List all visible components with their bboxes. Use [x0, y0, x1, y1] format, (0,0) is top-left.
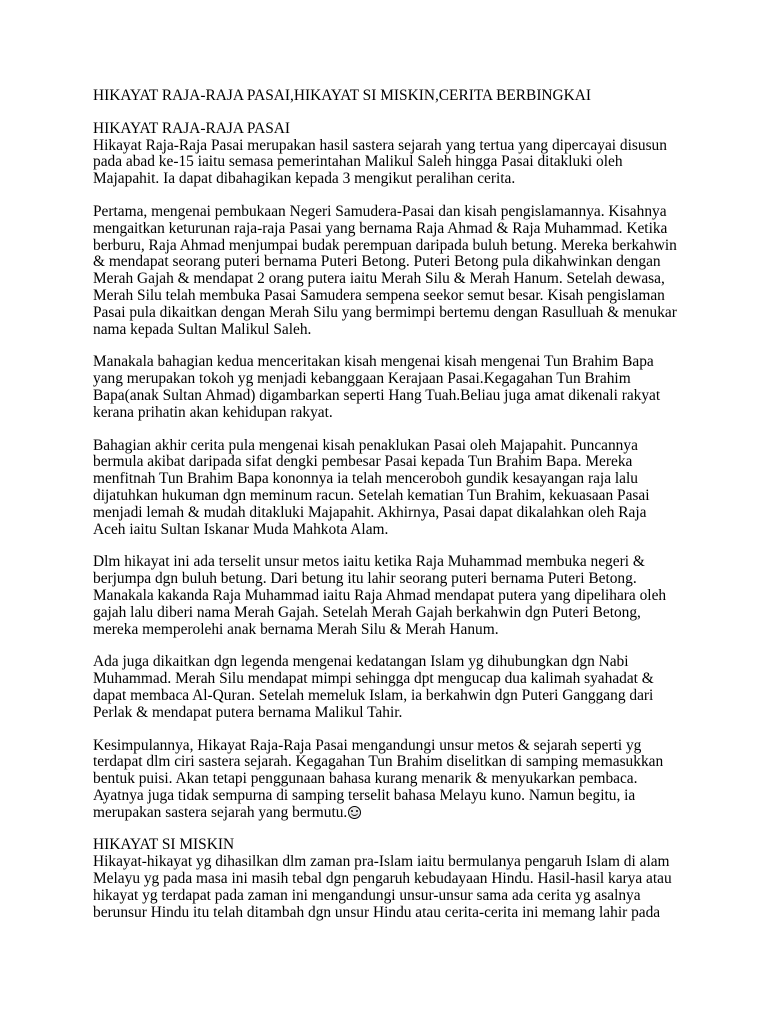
- paragraph: Pertama, mengenai pembukaan Negeri Samudera-Pasai dan kisah pengislamannya. Kisahnya mengaitkan keturunan raja-raja Pasai yang bernama Raja Ahmad & Raja Muhammad. Ketika berburu, Raja Ahmad menjumpai budak perempuan daripada buluh betung. Mereka berkahwin & mendapat seorang puteri bernama Puteri Betong. Puteri Betong pula dikahwinkan dengan Merah Gajah & mendapat 2 orang putera iaitu Merah Silu & Merah Hanum. Setelah dewasa, Merah Silu telah membuka Pasai Samudera sempena seekor semut besar. Kisah pengislaman Pasai pula dikaitkan dengan Merah Silu yang bermimpi bertemu dengan Rasulluah & menukar nama kepada Sultan Malikul Saleh.: [93, 202, 677, 338]
- document-title: HIKAYAT RAJA-RAJA PASAI,HIKAYAT SI MISKIN,CERITA BERBINGKAI: [93, 87, 592, 104]
- section-heading: HIKAYAT SI MISKIN: [93, 836, 235, 854]
- paragraph: Hikayat-hikayat yg dihasilkan dlm zaman pra-Islam iaitu bermulanya pengaruh Islam di alam Melayu yg pada masa ini masih tebal dgn pengaruh kebudayaan Hindu. Hasil-hasil karya atau hikayat yg terdapat pada zaman ini mengandungi unsur-unsur sama ada cerita yg asalnya berunsur Hindu itu telah ditambah dgn unsur Hindu atau cerita-cerita ini memang lahir pada: [93, 853, 672, 921]
- section-heading: HIKAYAT RAJA-RAJA PASAI: [93, 119, 290, 137]
- paragraph: Bahagian akhir cerita pula mengenai kisah penaklukan Pasai oleh Majapahit. Puncannya bermula akibat daripada sifat dengki pembesar Pasai kepada Tun Brahim Bapa. Mereka menfitnah Tun Brahim Bapa kononnya ia telah menceroboh gundik kesayangan raja lalu dijatuhkan hukuman dgn meminum racun. Setelah kematian Tun Brahim, kekuasaan Pasai menjadi lemah & mudah ditakluki Majapahit. Akhirnya, Pasai dapat dikalahkan oleh Raja Aceh iaitu Sultan Iskanar Muda Mahkota Alam.: [93, 436, 650, 538]
- section-hikayat-si-miskin: [93, 837, 678, 921]
- paragraph: Manakala bahagian kedua menceritakan kisah mengenai kisah mengenai Tun Brahim Bapa yang merupakan tokoh yg menjadi kebanggaan Kerajaan Pasai.Kegagahan Tun Brahim Bapa(anak Sultan Ahmad) digambarkan seperti Hang Tuah.Beliau juga amat dikenali rakyat kerana prihatin akan kehidupan rakyat.: [93, 353, 661, 421]
- paragraph: Ada juga dikaitkan dgn legenda mengenai kedatangan Islam yg dihubungkan dgn Nabi Muhammad. Merah Silu mendapat mimpi sehingga dpt mengucap dua kalimah syahadat & dapat membaca Al-Quran. Setelah memeluk Islam, ia berkahwin dgn Puteri Ganggang dari Perlak & mendapat putera bernama Malikul Tahir.: [93, 653, 654, 721]
- paragraph: [93, 738, 678, 822]
- paragraph: Hikayat Raja-Raja Pasai merupakan hasil sastera sejarah yang tertua yang dipercayai disusun pada abad ke-15 iaitu semasa pemerintahan Malikul Saleh hingga Pasai ditakluki oleh Majapahit. Ia dapat dibahagikan kepada 3 mengikut peralihan cerita.: [93, 136, 667, 188]
- paragraph: Dlm hikayat ini ada terselit unsur metos iaitu ketika Raja Muhammad membuka negeri & berjumpa dgn buluh betung. Dari betung itu lahir seorang puteri bernama Puteri Betong. Manakala kakanda Raja Muhammad iaitu Raja Ahmad mendapat putera yang dipelihara oleh gajah lalu diberi nama Merah Gajah. Setelah Merah Gajah berkahwin dgn Puteri Betong, mereka memperolehi anak bernama Merah Silu & Merah Hanum.: [93, 553, 667, 638]
- smiley-face-icon: [348, 806, 361, 819]
- paragraph-text: Kesimpulannya, Hikayat Raja-Raja Pasai mengandungi unsur metos & sejarah seperti yg terdapat dlm ciri sastera sejarah. Kegagahan Tun Brahim diselitkan di samping memasukkan bentuk puisi. Akan tetapi penggunaan bahasa kurang menarik & menyukarkan pembaca. Ayatnya juga tidak sempurna di samping terselit bahasa Melayu kuno. Namun begitu, ia merupakan sastera sejarah yang bermutu.: [93, 736, 664, 821]
- section-hikayat-raja-raja-pasai: [93, 121, 678, 822]
